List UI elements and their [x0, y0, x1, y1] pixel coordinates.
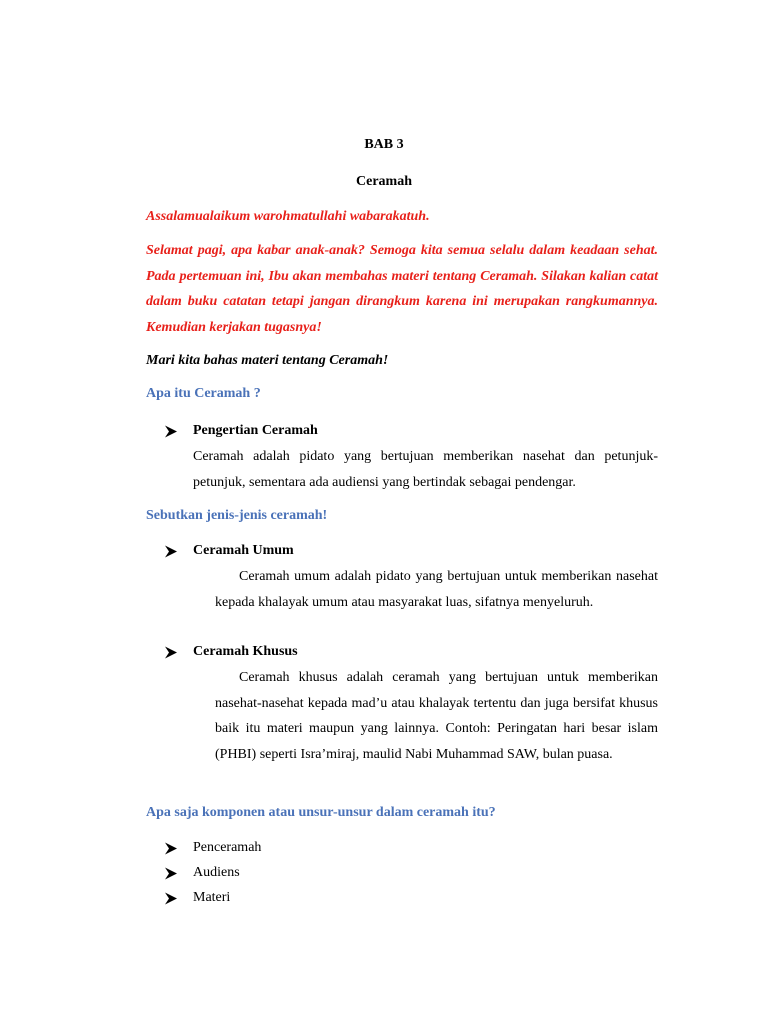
arrowhead-bullet-icon: [164, 842, 193, 855]
lead-in-text: Mari kita bahas materi tentang Ceramah!: [146, 353, 389, 368]
arrowhead-bullet-icon: [164, 425, 193, 438]
general-body: Ceramah umum adalah pidato yang bertujuan untuk memberikan nasehat kepada khalayak umum atau masyarakat luas, sifatnya menyeluruh.: [215, 569, 658, 610]
intro-paragraph: Selamat pagi, apa kabar anak-anak? Semoga kita semua selalu dalam keadaan sehat. Pada pertemuan ini, Ibu akan membahas materi tentang Ceramah. Silakan kalian catat dalam buku catatan tetapi jangan dirangkum karena ini merupakan rangkumannya. Kemudian kerjakan tugasnya!: [146, 243, 658, 335]
greeting-text: Assalamualaikum warohmatullahi wabarakatuh.: [146, 209, 430, 224]
list-item-label: Materi: [193, 890, 231, 905]
chapter-label: BAB 3: [364, 137, 404, 152]
section-heading-definition: Apa itu Ceramah ?: [146, 386, 261, 401]
bullet-item-general: [164, 541, 294, 561]
bullet-label: Ceramah Khusus: [193, 644, 298, 659]
list-item: [164, 838, 261, 858]
bullet-item-special: [164, 642, 298, 662]
arrowhead-bullet-icon: [164, 545, 193, 558]
special-body: Ceramah khusus adalah ceramah yang bertujuan untuk memberikan nasehat-nasehat kepada mad’u atau khalayak tertentu dan juga bersifat khusus baik itu materi maupun yang lainnya. Contoh: Peringatan hari besar islam (PHBI) seperti Isra’miraj, maulid Nabi Muhammad SAW, bulan puasa.: [215, 670, 658, 762]
list-item: [164, 863, 240, 883]
definition-body: Ceramah adalah pidato yang bertujuan memberikan nasehat dan petunjuk-petunjuk, sementara ada audiensi yang bertindak sebagai pendengar.: [193, 449, 658, 490]
arrowhead-bullet-icon: [164, 892, 193, 905]
arrowhead-bullet-icon: [164, 646, 193, 659]
list-item-label: Penceramah: [193, 840, 262, 855]
page-title: Ceramah: [356, 174, 412, 189]
list-item-label: Audiens: [193, 865, 240, 880]
bullet-item-definition: [164, 421, 318, 441]
list-item: [164, 888, 230, 908]
section-heading-types: Sebutkan jenis-jenis ceramah!: [146, 508, 328, 523]
bullet-label: Ceramah Umum: [193, 543, 294, 558]
section-heading-components: Apa saja komponen atau unsur-unsur dalam ceramah itu?: [146, 805, 496, 820]
bullet-label: Pengertian Ceramah: [193, 423, 318, 438]
arrowhead-bullet-icon: [164, 867, 193, 880]
